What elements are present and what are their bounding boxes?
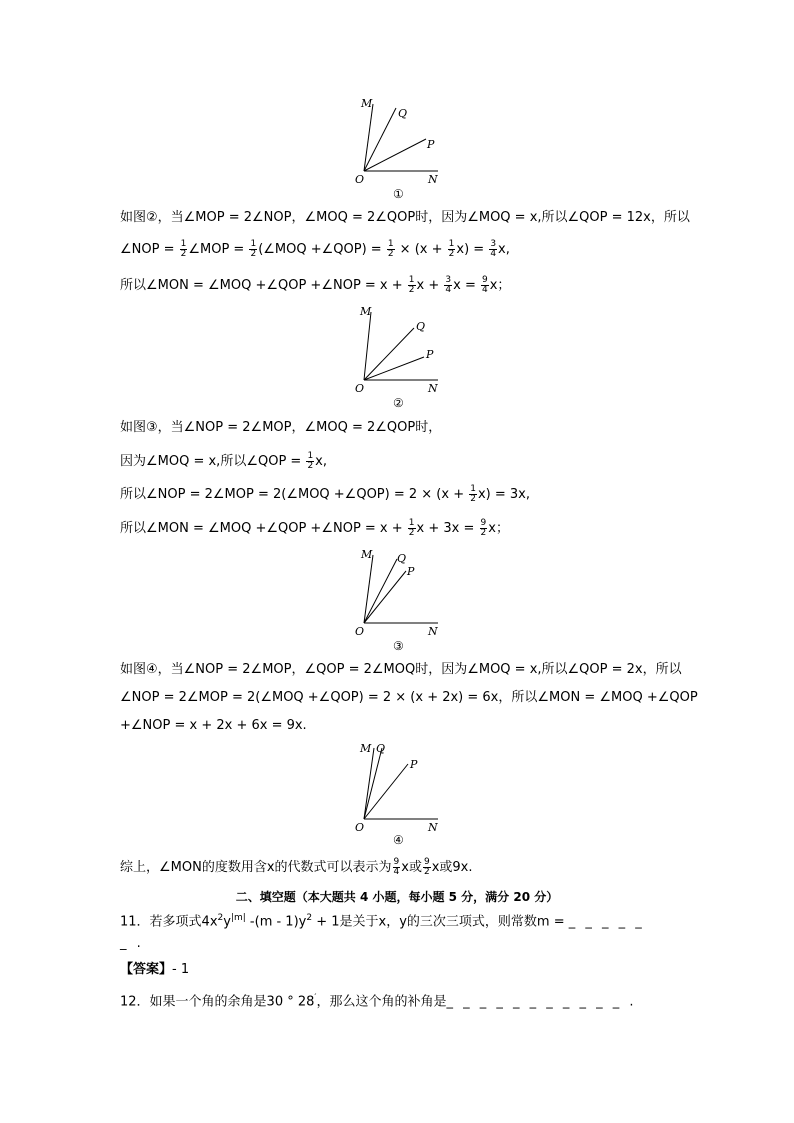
answer-blank: _ _ _ _ _ <box>568 914 645 930</box>
answer-label: 【答案】 <box>120 962 173 977</box>
label-P: P <box>410 758 418 771</box>
figure-3 <box>350 545 450 653</box>
label-O: O <box>355 821 365 834</box>
figure-caption: ④ <box>393 833 404 847</box>
question-12: 12．如果一个角的余角是30 ° 28′，那么这个角的补角是_ _ _ _ _ _ _ _ _ _ _ . <box>120 993 637 1010</box>
figure-caption: ② <box>393 396 404 410</box>
section-heading: 二、填空题（本大题共 4 小题，每小题 5 分，满分 20 分） <box>235 890 559 904</box>
label-P: P <box>407 565 415 578</box>
label-N: N <box>428 625 438 638</box>
case2-line1: 如图②，当∠MOP = 2∠NOP，∠MOQ = 2∠QOP时，因为∠MOQ = x,所以∠QOP = 12x，所以 <box>120 210 690 225</box>
label-N: N <box>428 821 438 834</box>
label-O: O <box>355 625 365 638</box>
case4-line2: ∠NOP = 2∠MOP = 2(∠MOQ +∠QOP) = 2 × (x + 2x) = 6x，所以∠MON = ∠MOQ +∠QOP <box>120 690 698 705</box>
case3-line2: 因为∠MOQ = x,所以∠QOP = $\frac{1}{2}$ x, <box>120 451 327 471</box>
label-N: N <box>428 173 438 186</box>
question-11-cont: _ . <box>120 936 144 951</box>
case2-line3: 所以∠MON = ∠MOQ +∠QOP +∠NOP = x + $\frac{1}{2}$ x + $\frac{3}{4}$ x = $\frac{9}{4}$ x； <box>120 275 511 295</box>
answer-line <box>120 962 189 978</box>
case4-line3: +∠NOP = x + 2x + 6x = 9x. <box>120 718 307 733</box>
answer-blank: _ _ _ _ _ _ _ _ _ _ _ . <box>446 994 637 1010</box>
figure-caption: ③ <box>393 639 404 653</box>
figure-caption: ① <box>393 187 404 200</box>
summary-line: 综上，∠MON的度数用含x的代数式可以表示为 $\frac{9}{4}$ x或 $\frac{9}{2}$ x或9x. <box>120 857 473 877</box>
label-M: M <box>360 305 372 318</box>
label-M: M <box>361 97 373 110</box>
figure-1 <box>350 92 450 200</box>
case3-line1: 如图③，当∠NOP = 2∠MOP，∠MOQ = 2∠QOP时， <box>120 420 442 435</box>
case3-line3: 所以∠NOP = 2∠MOP = 2(∠MOQ +∠QOP) = 2 × (x + $\frac{1}{2}$ x) = 3x, <box>120 484 530 504</box>
label-N: N <box>428 382 438 395</box>
label-M: M <box>360 742 372 755</box>
label-Q: Q <box>398 107 408 120</box>
figure-4 <box>350 740 450 848</box>
answer-value: - 1 <box>172 962 190 977</box>
label-P: P <box>426 348 434 361</box>
question-11: 11．若多项式$4x^2y^{|m|}$ $-(m - 1)y^2 + 1$是关于x，y的三次三项式，则常数m = _ _ _ _ _ <box>120 913 645 930</box>
label-O: O <box>355 382 365 395</box>
label-O: O <box>355 173 365 186</box>
case3-line4: 所以∠MON = ∠MOQ +∠QOP +∠NOP = x + $\frac{1}{2}$ x + 3x = $\frac{9}{2}$ x； <box>120 518 509 538</box>
label-M: M <box>361 548 373 561</box>
figure-2 <box>350 302 450 410</box>
case4-line1: 如图④，当∠NOP = 2∠MOP，∠QOP = 2∠MOQ时，因为∠MOQ = x,所以∠QOP = 2x，所以 <box>120 662 682 677</box>
label-Q: Q <box>397 552 407 565</box>
case2-line2: ∠NOP = $\frac{1}{2}$ ∠MOP = $\frac{1}{2}$ (∠MOQ +∠QOP) = $\frac{1}{2}$ × (x + $\frac{1}{2}$ x) = $\frac{3}{4}$ x, <box>120 239 510 259</box>
label-Q: Q <box>416 320 426 333</box>
label-P: P <box>427 138 435 151</box>
label-Q: Q <box>376 742 386 755</box>
